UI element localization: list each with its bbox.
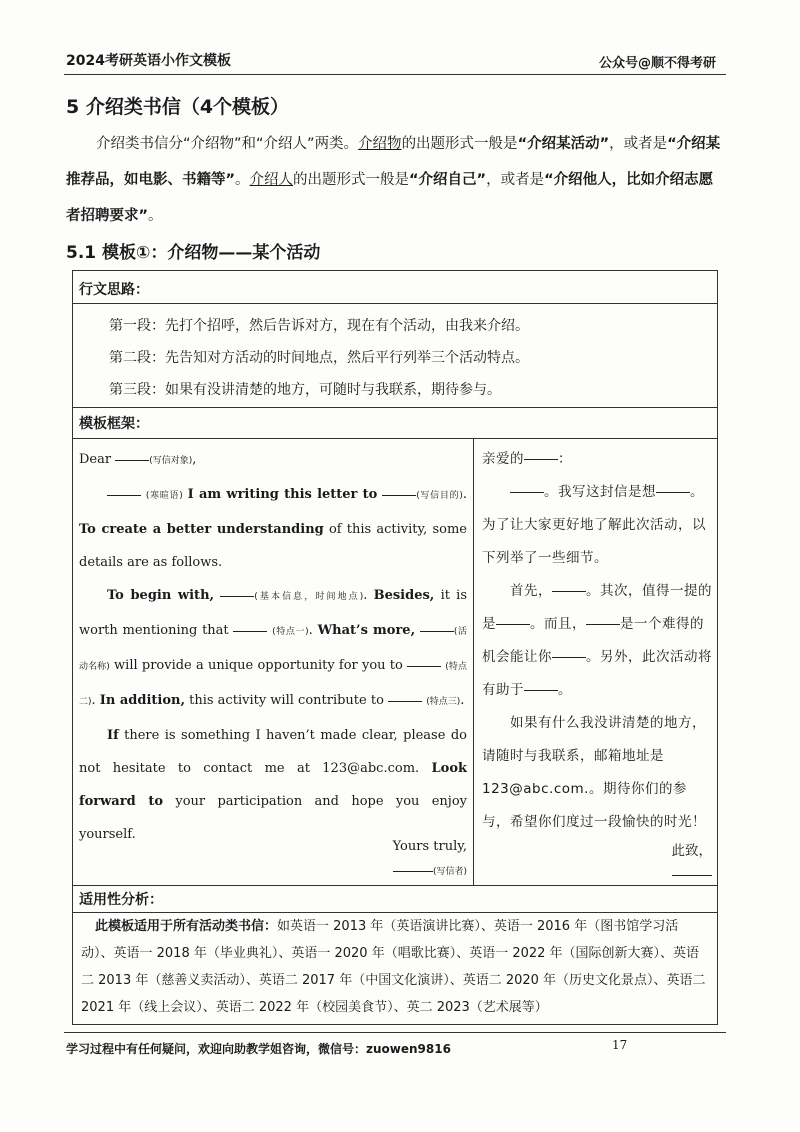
column-divider	[473, 439, 474, 886]
idea-line-1: 第一段：先打个招呼，然后告诉对方，现在有个活动，由我来介绍。	[109, 318, 529, 334]
english-signer: (写信者)	[79, 863, 467, 878]
idea-heading: 行文思路：	[79, 282, 149, 298]
divider	[73, 438, 717, 439]
header-divider	[64, 74, 726, 75]
analysis-heading: 适用性分析：	[79, 892, 163, 908]
frame-heading: 模板框架：	[79, 416, 149, 432]
subsection-title: 5.1 模板①：介绍物——某个活动	[66, 243, 321, 263]
section-title: 5 介绍类书信（4个模板）	[66, 96, 290, 118]
section-intro: 介绍类书信分“介绍物”和“介绍人”两类。介绍物的出题形式一般是“介绍某活动”，或者是“介绍某推荐品，如电影、书籍等”。介绍人的出题形式一般是“介绍自己”，或者是“介绍他人，比如介绍志愿者招聘要求”。	[66, 136, 721, 224]
chinese-signer	[482, 867, 712, 883]
footer-divider	[64, 1032, 726, 1033]
idea-line-3: 第三段：如果有没讲清楚的地方，可随时与我联系，期待参与。	[109, 382, 501, 398]
divider	[73, 407, 717, 408]
chinese-closing: 此致，	[671, 843, 712, 859]
header-title: 2024考研英语小作文模板	[66, 53, 231, 69]
template-box	[72, 270, 718, 1025]
chinese-template: 亲爱的 ： 。我写这封信是想 。为了让大家更好地了解此次活动，以下列举了一些细节。 首先， 。其次，值得一提的是 。而且， 是一个难得的机会能让你 。另外，此次活动将有助于 。 如果有什么我没讲清楚的地方，请随时与我联系，邮箱地址是123@abc.com.。期待你们的参与，希望你们度过一段愉快的时光！	[482, 451, 712, 830]
footer-contact: 学习过程中有任何疑问，欢迎向助教学姐咨询，微信号：zuowen9816	[66, 1042, 451, 1056]
analysis-text: 此模板适用于所有活动类书信：如英语一 2013 年（英语演讲比赛）、英语一 2016 年（图书馆学习活动）、英语一 2018 年（毕业典礼）、英语一 2020 年（唱歌比赛）、英语一 2022 年（国际创新大赛）、英语二 2013 年（慈善义卖活动）、英语二 2017 年（中国文化演讲）、英语二 2020 年（历史文化景点）、英语二 2021 年（线上会议）、英语二 2022 年（校园美食节）、英二 2023（艺术展等）	[81, 919, 706, 1015]
english-template: Dear (写信对象), (寒暄语) I am writing this letter to (写信目的). To create a better understanding of this activity, some details are as follows. To begin with, (基本信息，时间地点). Besides, it is worth mentioning that (特点一). What’s more, (活动名称) will provide a unique opportunity for you to (特点二). In addition, this activity will contribute to (特点三). If there is something I haven’t made clear, please do not hesitate to contact me at 123@abc.com. Look forward to your participation and hope you enjoy yourself.	[79, 452, 468, 842]
divider	[73, 885, 717, 886]
page-number: 17	[612, 1038, 628, 1052]
header-account: 公众号@顺不得考研	[598, 56, 716, 71]
idea-line-2: 第二段：先告知对方活动的时间地点，然后平行列举三个活动特点。	[109, 350, 529, 366]
english-signoff: Yours truly,	[392, 839, 467, 854]
divider	[73, 303, 717, 304]
